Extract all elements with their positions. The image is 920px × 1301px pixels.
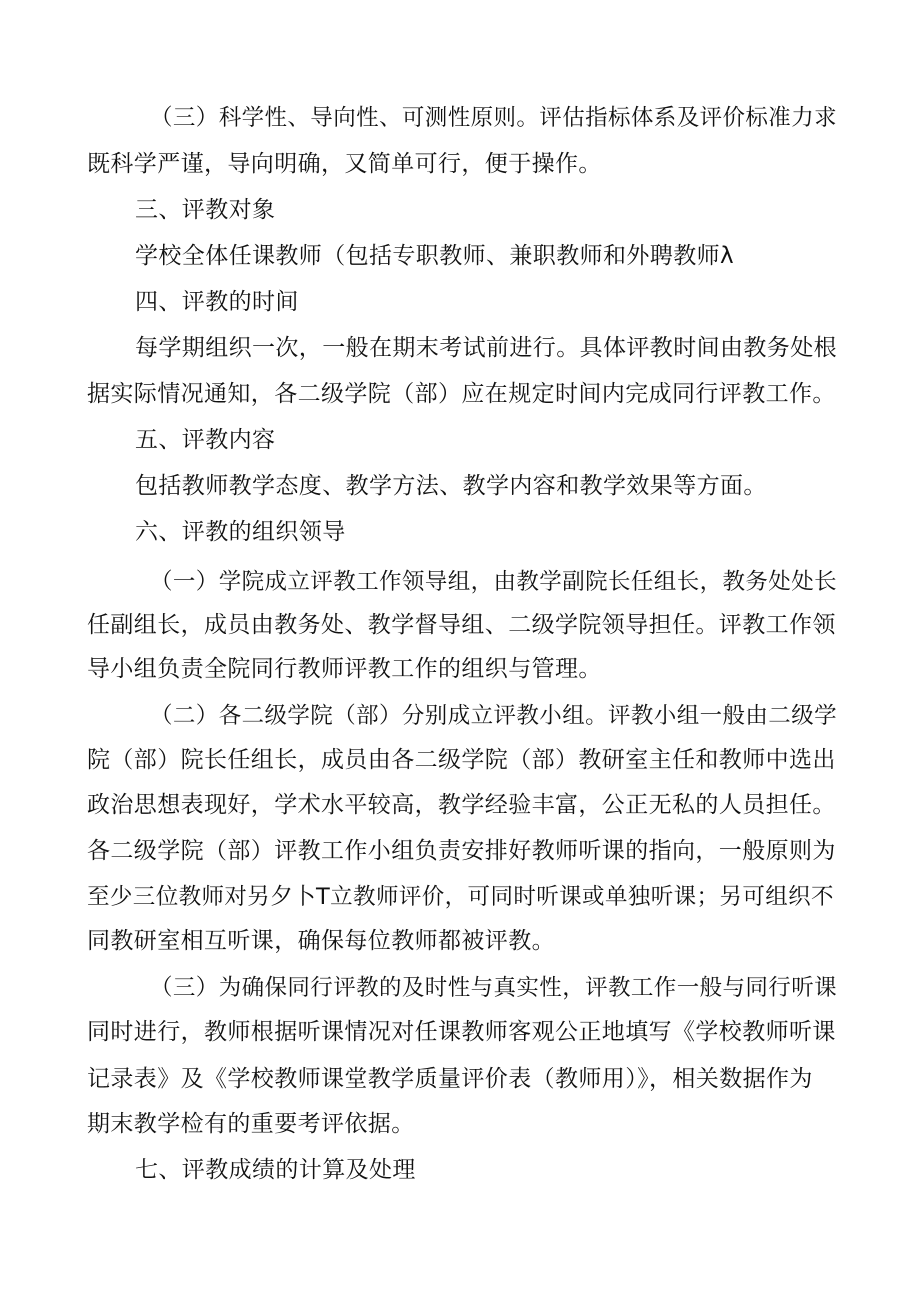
paragraph-org-2-line-1: （二）各二级学院（部）分别成立评教小组。评教小组一般由二级学: [150, 703, 838, 729]
paragraph-org-3-line-1: （三）为确保同行评教的及时性与真实性，评教工作一般与同行听课: [150, 975, 838, 1001]
heading-evaluation-time: 四、评教的时间: [135, 289, 299, 315]
paragraph-org-2-line-4: 各二级学院（部）评教工作小组负责安排好教师听课的指向，一般原则为: [87, 838, 836, 864]
paragraph-org-2-line-6: 同教研室相互听课，确保每位教师都被评教。: [87, 928, 555, 954]
paragraph-org-1-line-3: 导小组负责全院同行教师评教工作的组织与管理。: [87, 656, 602, 682]
paragraph-org-2-line-3: 政治思想表现好，学术水平较高，教学经验丰富，公正无私的人员担任。: [87, 792, 836, 818]
heading-evaluation-content: 五、评教内容: [135, 427, 276, 453]
paragraph-content: 包括教师教学态度、教学方法、教学内容和教学效果等方面。: [135, 473, 767, 499]
heading-organization: 六、评教的组织领导: [135, 519, 346, 545]
heading-score-calculation: 七、评教成绩的计算及处理: [135, 1157, 416, 1183]
paragraph-targets: 学校全体任课教师（包括专职教师、兼职教师和外聘教师λ: [135, 243, 735, 269]
paragraph-time-line-1: 每学期组织一次，一般在期末考试前进行。具体评教时间由教务处根: [135, 335, 837, 361]
paragraph-org-3-line-3: 记录表》及《学校教师课堂教学质量评价表（教师用）》，相关数据作为: [87, 1066, 813, 1092]
paragraph-org-1-line-2: 任副组长，成员由教务处、教学督导组、二级学院领导担任。评教工作领: [87, 612, 836, 638]
heading-evaluation-targets: 三、评教对象: [135, 197, 276, 223]
paragraph-org-3-line-4: 期末教学检有的重要考评依据。: [87, 1111, 415, 1137]
paragraph-org-1-line-1: （一）学院成立评教工作领导组，由教学副院长任组长，教务处处长: [150, 569, 838, 595]
paragraph-org-3-line-2: 同时进行，教师根据听课情况对任课教师客观公正地填写《学校教师听课: [87, 1019, 836, 1045]
paragraph-principle-3-line-2: 既科学严谨，导向明确，又简单可行，便于操作。: [87, 151, 602, 177]
paragraph-principle-3-line-1: （三）科学性、导向性、可测性原则。评估指标体系及评价标准力求: [150, 105, 838, 131]
paragraph-org-2-line-2: 院（部）院长任组长，成员由各二级学院（部）教研室主任和教师中选出: [87, 747, 836, 773]
paragraph-time-line-2: 据实际情况通知，各二级学院（部）应在规定时间内完成同行评教工作。: [87, 381, 836, 407]
paragraph-org-2-line-5: 至少三位教师对另夕卜T立教师评价，可同时听课或单独听课；另可组织不: [87, 884, 834, 910]
